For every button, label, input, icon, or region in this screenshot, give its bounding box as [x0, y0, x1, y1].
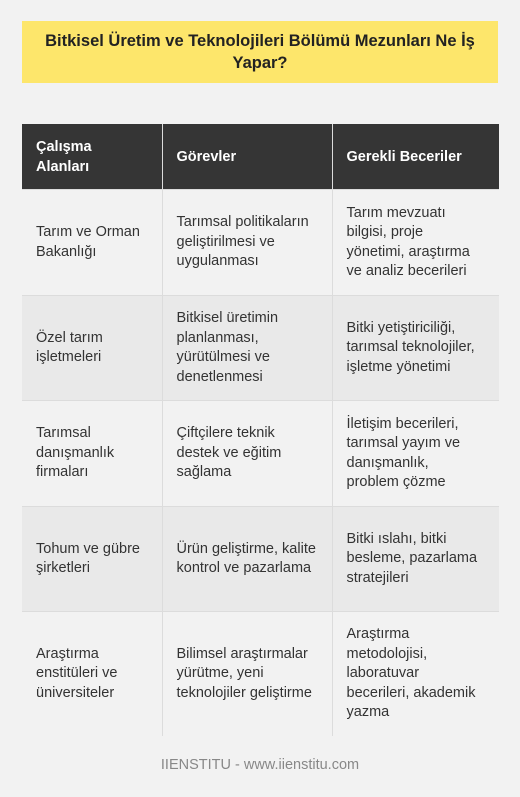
footer-credit: IIENSTITU - www.iienstitu.com [160, 757, 360, 773]
cell-duties: Ürün geliştirme, kalite kontrol ve pazarlama [162, 507, 332, 612]
page-title: Bitkisel Üretim ve Teknolojileri Bölümü Mezunları Ne İş Yapar? [45, 32, 475, 72]
cell-work-area: Tarımsal danışmanlık firmaları [22, 401, 162, 507]
cell-work-area: Özel tarım işletmeleri [22, 296, 162, 401]
cell-duties: Çiftçilere teknik destek ve eğitim sağlama [162, 401, 332, 507]
table-row [22, 612, 499, 737]
cell-work-area: Tohum ve gübre şirketleri [22, 507, 162, 612]
table-row [22, 190, 499, 296]
table-row [22, 507, 499, 612]
cell-work-area: Tarım ve Orman Bakanlığı [22, 190, 162, 296]
cell-skills: Araştırma metodolojisi, laboratuvar becerileri, akademik yazma [332, 612, 499, 737]
cell-duties: Bilimsel araştırmalar yürütme, yeni teknolojiler geliştirme [162, 612, 332, 737]
table-row [22, 296, 499, 401]
cell-skills: Bitki yetiştiriciliği, tarımsal teknolojiler, işletme yönetimi [332, 296, 499, 401]
career-table [22, 124, 499, 736]
cell-work-area: Araştırma enstitüleri ve üniversiteler [22, 612, 162, 737]
cell-duties: Tarımsal politikaların geliştirilmesi ve uygulanması [162, 190, 332, 296]
header-duties: Görevler [162, 124, 332, 190]
cell-skills: Bitki ıslahı, bitki besleme, pazarlama stratejileri [332, 507, 499, 612]
header-work-areas: Çalışma Alanları [22, 124, 162, 190]
table-row [22, 401, 499, 507]
title-banner [22, 21, 498, 83]
table-header-row [22, 124, 499, 190]
cell-duties: Bitkisel üretimin planlanması, yürütülmesi ve denetlenmesi [162, 296, 332, 401]
cell-skills: Tarım mevzuatı bilgisi, proje yönetimi, araştırma ve analiz becerileri [332, 190, 499, 296]
header-required-skills: Gerekli Beceriler [332, 124, 499, 190]
cell-skills: İletişim becerileri, tarımsal yayım ve danışmanlık, problem çözme [332, 401, 499, 507]
